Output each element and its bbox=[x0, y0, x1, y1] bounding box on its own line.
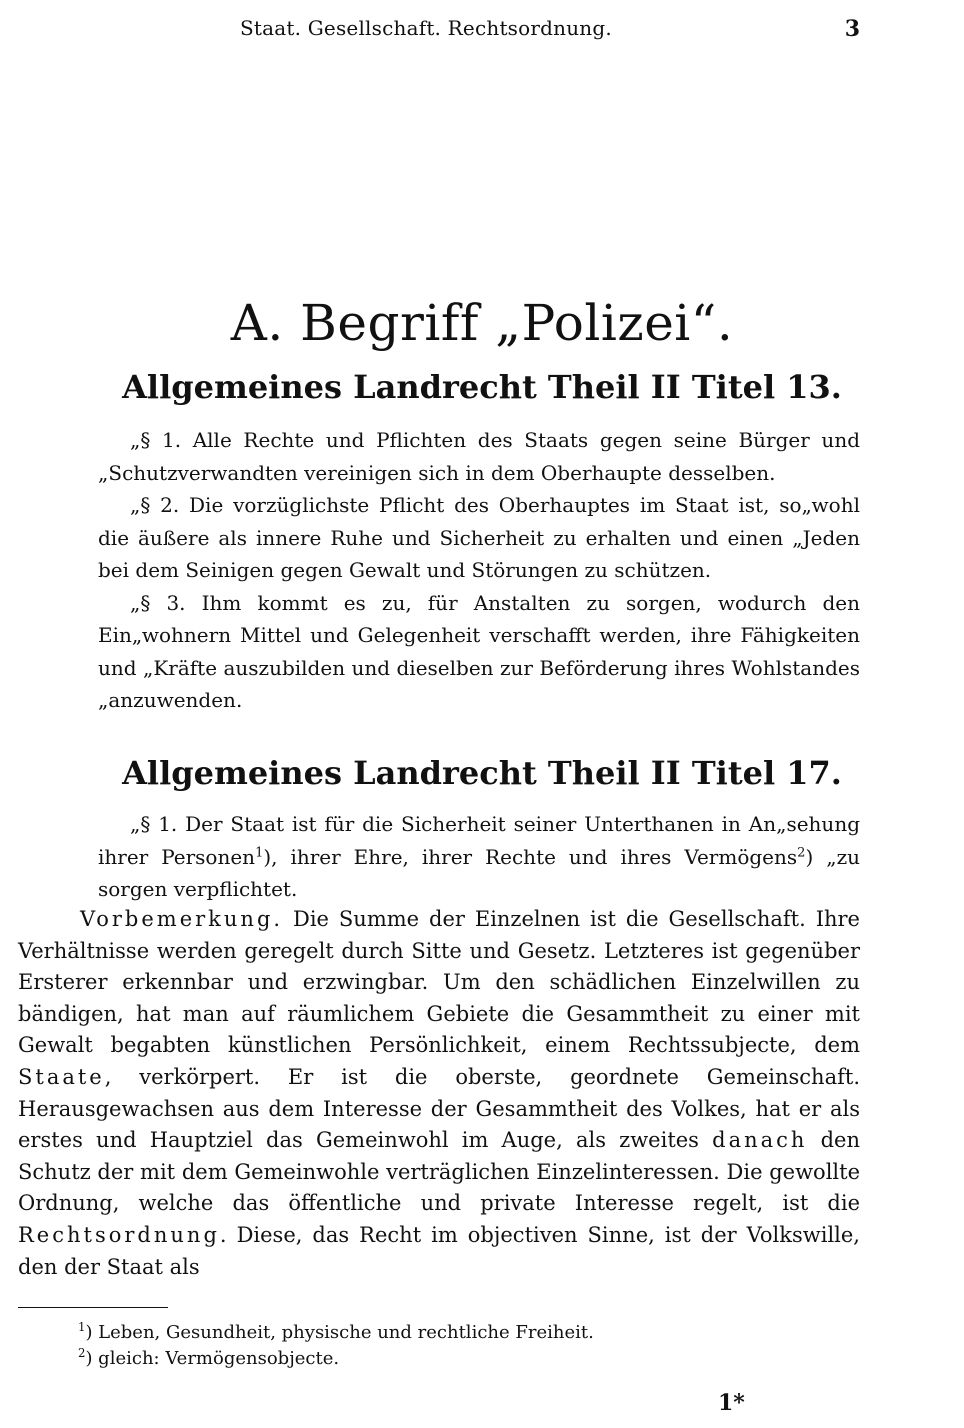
emphasis-term: danach bbox=[712, 1128, 808, 1153]
body-text-run: den Schutz der mit dem Gemeinwohle verträglichen Einzelinteressen. Die gewollte Ordnung, welche das öffentliche und private Interesse regelt, ist die bbox=[18, 1128, 860, 1216]
quote-block-titel-17 bbox=[98, 808, 860, 906]
footnote-text: ) gleich: Vermögensobjecte. bbox=[85, 1348, 340, 1369]
signature-mark: 1* bbox=[718, 1390, 745, 1416]
emphasis-term: Rechtsordnung bbox=[18, 1222, 220, 1247]
quote-text: ) „zu sorgen verpflichtet. bbox=[98, 844, 860, 901]
footnote-text: ) Leben, Gesundheit, physische und rechtliche Freiheit. bbox=[85, 1322, 594, 1343]
lead-term: Vorbemerkung. bbox=[80, 907, 284, 931]
quote-text: ), ihrer Ehre, ihrer Rechte und ihres Vermögens bbox=[263, 844, 798, 869]
quote-paragraph: „§ 3. Ihm kommt es zu, für Anstalten zu sorgen, wodurch den Ein„wohnern Mittel und Gelegenheit verschafft werden, ihre Fähigkeiten und „Kräfte auszubilden und dieselben zur Beförderung ihres Wohlstandes „anzuwenden. bbox=[98, 590, 860, 712]
emphasis-term: Staate bbox=[18, 1064, 105, 1089]
quote-paragraph: „§ 2. Die vorzüglichste Pflicht des Oberhauptes im Staat ist, so„wohl die äußere als innere Ruhe und Sicherheit zu erhalten und einen „Jeden bei dem Seinigen gegen Gewalt und Störungen zu schützen. bbox=[98, 493, 860, 582]
body-text bbox=[18, 904, 860, 1283]
chapter-title: A. Begriff „Polizei“. bbox=[230, 294, 734, 352]
body-text-run: Die Summe der Einzelnen ist die Gesellschaft. Ihre Verhältnisse werden geregelt durch Sitte und Gesetz. Letzteres ist gegenüber Ersterer erkennbar und erzwingbar. Um den schädlichen Einzelwillen zu bändigen, hat man auf räumlichem Gebiete die Gesammtheit zu einer mit Gewalt begabten künstlichen Persönlichkeit, einem Rechtssubjecte, dem bbox=[18, 907, 860, 1058]
quote-paragraph bbox=[98, 808, 860, 906]
section-title-titel-17: Allgemeines Landrecht Theil II Titel 17. bbox=[122, 754, 842, 792]
page-number: 3 bbox=[844, 16, 860, 42]
footnote bbox=[78, 1320, 778, 1346]
section-title-titel-13: Allgemeines Landrecht Theil II Titel 13. bbox=[122, 368, 842, 406]
footnote-divider bbox=[18, 1307, 168, 1308]
footnote bbox=[78, 1346, 778, 1372]
footnote-marker: 2 bbox=[78, 1346, 86, 1360]
quote-block-titel-13 bbox=[98, 424, 860, 717]
quote-paragraph: „§ 1. Alle Rechte und Pflichten des Staats gegen seine Bürger und „Schutzverwandten vereinigen sich in dem Oberhaupte desselben. bbox=[98, 428, 860, 485]
running-title: Staat. Gesellschaft. Rechtsordnung. bbox=[240, 16, 612, 40]
footnote-ref: 1 bbox=[255, 844, 264, 860]
body-paragraph bbox=[18, 904, 860, 1283]
footnotes bbox=[78, 1320, 778, 1372]
running-head bbox=[0, 14, 964, 48]
footnote-marker: 1 bbox=[78, 1320, 86, 1334]
quote-text: „§ 1. Der Staat ist für die Sicherheit seiner Unterthanen in An„sehung ihrer Personen bbox=[98, 812, 860, 869]
footnote-ref: 2 bbox=[797, 844, 806, 860]
body-text-run: . Diese, das Recht im objectiven Sinne, ist der Volkswille, den der Staat als bbox=[18, 1222, 860, 1279]
body-text-run: , verkörpert. Er ist die oberste, geordnete Gemeinschaft. Herausgewachsen aus dem Interesse der Gesammtheit des Volkes, hat er als erstes und Hauptziel das Gemeinwohl im Auge, als zweites bbox=[18, 1064, 860, 1153]
